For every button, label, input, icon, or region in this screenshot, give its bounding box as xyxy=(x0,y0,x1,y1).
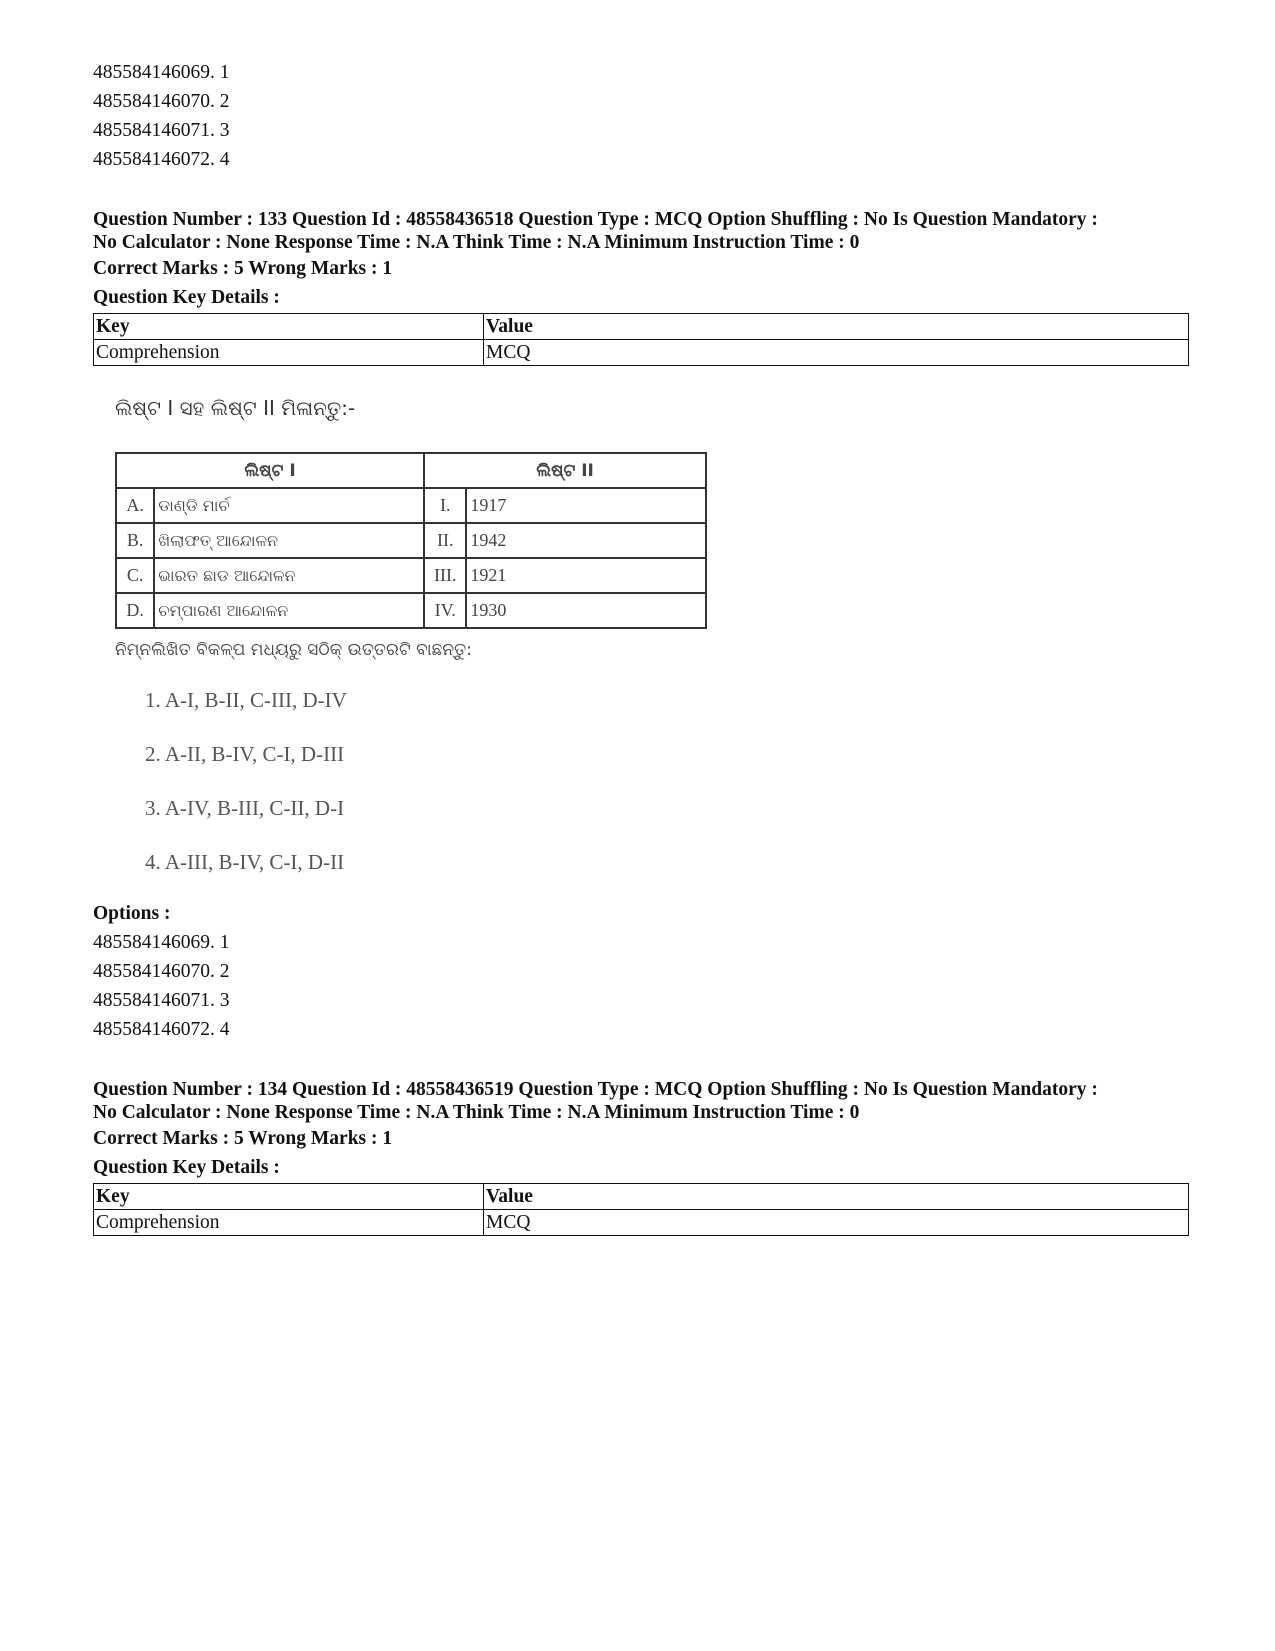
answer-choice: 1. A-I, B-II, C-III, D-IV xyxy=(145,688,347,712)
question-header-line1: Question Number : 134 Question Id : 48558436519 Question Type : MCQ Option Shuffling : No Is Question Mandatory : xyxy=(93,1079,1098,1100)
option-line: 485584146070. 2 xyxy=(93,91,230,112)
row-year: 1930 xyxy=(466,593,706,628)
question-134 xyxy=(93,1078,1189,1236)
key-details-table xyxy=(93,313,1189,366)
row-numeral: IV. xyxy=(424,593,466,628)
list-2-header: ଲିଷ୍ଟ II xyxy=(424,453,706,488)
marks-line: Correct Marks : 5 Wrong Marks : 1 xyxy=(93,258,393,279)
key-cell: Comprehension xyxy=(94,1210,484,1236)
row-label: A. xyxy=(116,488,154,523)
row-year: 1917 xyxy=(466,488,706,523)
option-line: 485584146070. 2 xyxy=(93,961,230,982)
options-list xyxy=(93,928,1189,1044)
key-cell: Comprehension xyxy=(94,340,484,366)
option-line: 485584146071. 3 xyxy=(93,990,230,1011)
question-header-line1: Question Number : 133 Question Id : 48558436518 Question Type : MCQ Option Shuffling : No Is Question Mandatory : xyxy=(93,209,1098,230)
match-row xyxy=(116,523,706,558)
key-header-cell: Key xyxy=(94,314,484,340)
key-header-cell: Key xyxy=(94,1184,484,1210)
question-header-line2: No Calculator : None Response Time : N.A Think Time : N.A Minimum Instruction Time : 0 xyxy=(93,232,860,253)
key-table-header-row xyxy=(94,314,1189,340)
row-item: ଖିଲାଫତ୍ ଆନ୍ଦୋଳନ xyxy=(154,523,424,558)
row-item: ଚମ୍ପାରଣ ଆନ୍ଦୋଳନ xyxy=(154,593,424,628)
key-table-header-row xyxy=(94,1184,1189,1210)
match-instruction: ଲିଷ୍ଟ I ସହ ଲିଷ୍ଟ II ମିଳାନ୍ତୁ:- xyxy=(115,396,356,420)
match-row xyxy=(116,558,706,593)
row-label: C. xyxy=(116,558,154,593)
row-label: D. xyxy=(116,593,154,628)
key-details-table xyxy=(93,1183,1189,1236)
match-header-row xyxy=(116,453,706,488)
value-cell: MCQ xyxy=(484,1210,1189,1236)
key-details-label: Question Key Details : xyxy=(93,287,280,308)
key-table-row xyxy=(94,340,1189,366)
document-page xyxy=(93,58,1189,1236)
row-year: 1921 xyxy=(466,558,706,593)
answer-choice: 2. A-II, B-IV, C-I, D-III xyxy=(145,742,345,766)
answer-choice: 3. A-IV, B-III, C-II, D-I xyxy=(145,796,345,820)
options-label: Options : xyxy=(93,903,171,924)
answer-choice: 4. A-III, B-IV, C-I, D-II xyxy=(145,850,345,874)
row-item: ଡାଣ୍ଡି ମାର୍ଚ xyxy=(154,488,424,523)
row-item: ଭାରତ ଛାଡ ଆନ୍ଦୋଳନ xyxy=(154,558,424,593)
row-numeral: I. xyxy=(424,488,466,523)
match-row xyxy=(116,488,706,523)
option-line: 485584146072. 4 xyxy=(93,1019,230,1040)
question-header-line2: No Calculator : None Response Time : N.A Think Time : N.A Minimum Instruction Time : 0 xyxy=(93,1102,860,1123)
marks-line: Correct Marks : 5 Wrong Marks : 1 xyxy=(93,1128,393,1149)
option-line: 485584146071. 3 xyxy=(93,120,230,141)
key-table-row xyxy=(94,1210,1189,1236)
prev-options-list xyxy=(93,58,1189,174)
value-header-cell: Value xyxy=(484,314,1189,340)
option-line: 485584146072. 4 xyxy=(93,149,230,170)
value-header-cell: Value xyxy=(484,1184,1189,1210)
list-1-header: ଲିଷ୍ଟ I xyxy=(116,453,424,488)
row-numeral: II. xyxy=(424,523,466,558)
row-numeral: III. xyxy=(424,558,466,593)
option-line: 485584146069. 1 xyxy=(93,932,230,953)
match-row xyxy=(116,593,706,628)
row-year: 1942 xyxy=(466,523,706,558)
choice-prompt: ନିମ୍ନଲିଖିତ ବିକଳ୍ପ ମଧ୍ୟରୁ ସଠିକ୍ ଉତ୍ତରଟି ବାଛନ୍ତୁ: xyxy=(115,640,472,660)
key-details-label: Question Key Details : xyxy=(93,1157,280,1178)
match-table xyxy=(115,452,707,629)
value-cell: MCQ xyxy=(484,340,1189,366)
question-133 xyxy=(93,208,1189,1044)
question-image xyxy=(115,394,735,889)
row-label: B. xyxy=(116,523,154,558)
option-line: 485584146069. 1 xyxy=(93,62,230,83)
